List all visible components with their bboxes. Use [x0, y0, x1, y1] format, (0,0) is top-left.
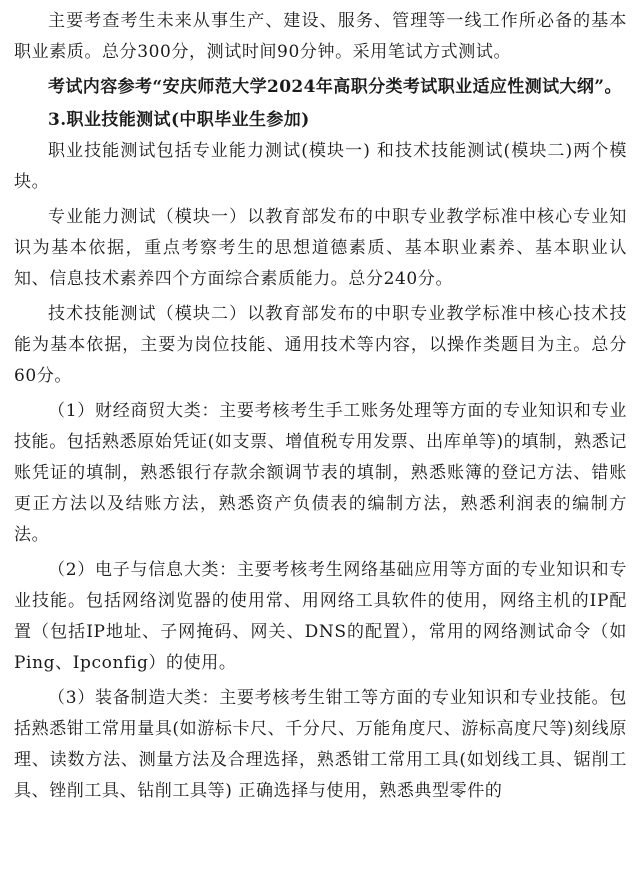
paragraph-exam-reference: 考试内容参考“安庆师范大学2024年高职分类考试职业适应性测试大纲”。 — [48, 77, 622, 97]
paragraph-module-two: 技术技能测试（模块二）以教育部发布的中职专业教学标准中核心技术技能为基本依据，主要为岗位技能、通用技术等内容，以操作类题目为主。总分60分。 — [14, 304, 627, 386]
list-item-electronics-information: （2）电子与信息大类：主要考核考生网络基础应用等方面的专业知识和专业技能。包括网络浏览器的使用常、用网络工具软件的使用，网络主机的IP配置（包括IP地址、子网掩码、网关、DNS的配置），常用的网络测试命令（如Ping、Ipconfig）的使用。 — [14, 560, 627, 673]
paragraph-modules-intro: 职业技能测试包括专业能力测试(模块一) 和技术技能测试(模块二)两个模块。 — [14, 141, 627, 192]
list-item-equipment-manufacturing: （3）装备制造大类：主要考核考生钳工等方面的专业知识和专业技能。包括熟悉钳工常用量具(如游标卡尺、千分尺、万能角度尺、游标高度尺等)刻线原理、读数方法、测量方法及合理选择，熟悉钳工常用工具(如划线工具、锯削工具、锉削工具、钻削工具等) 正确选择与使用，熟悉典型零件的 — [14, 688, 627, 801]
section-heading-vocational-skills-test: 3.职业技能测试(中职毕业生参加) — [48, 110, 310, 130]
paragraph-module-one: 专业能力测试（模块一）以教育部发布的中职专业教学标准中核心专业知识为基本依据，重点考察考生的思想道德素质、基本职业素养、基本职业认知、信息技术素养四个方面综合素质能力。总分240分。 — [14, 207, 627, 289]
paragraph-exam-overview: 主要考查考生未来从事生产、建设、服务、管理等一线工作所必备的基本职业素质。总分300分，测试时间90分钟。采用笔试方式测试。 — [14, 11, 627, 62]
list-item-finance-trade: （1）财经商贸大类：主要考核考生手工账务处理等方面的专业知识和专业技能。包括熟悉原始凭证(如支票、增值税专用发票、出库单等)的填制，熟悉记账凭证的填制，熟悉银行存款余额调节表的填制，熟悉账簿的登记方法、错账更正方法以及结账方法，熟悉资产负债表的编制方法，熟悉利润表的编制方法。 — [14, 401, 627, 545]
